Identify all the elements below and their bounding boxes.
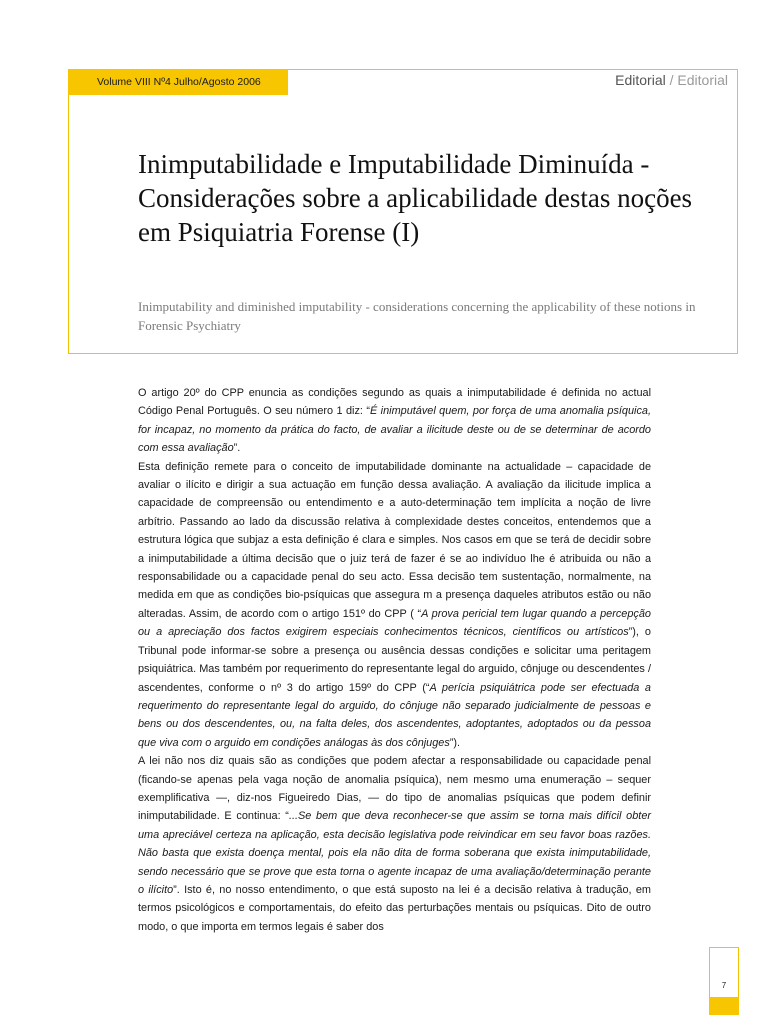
page-number: 7 (721, 981, 727, 990)
text-run: O artigo 20º do CPP enuncia as condições segundo as quais a inimputabilidade é definida no actual Código Penal Português. O seu número 1 diz: “ (138, 387, 651, 418)
section-separator: / (665, 72, 678, 88)
quoted-text: É inimputável quem, por força de uma anomalia psíquica, for incapaz, no momento da prática do facto, de avaliar a ilicitude deste ou de se determinar de acordo com essa avaliação (138, 405, 651, 455)
text-run: ”), o Tribunal pode informar-se sobre a presença ou ausência dessas condições e solicitar uma peritagem psiquiátrica. Mas também por requerimento do representante legal do arguido, cônjuge ou descendentes / ascendentes, conforme o nº 3 do artigo 159º do CPP (“ (138, 626, 651, 694)
page-accent-bar (709, 997, 739, 1015)
text-run: Esta definição remete para o conceito de imputabilidade dominante na actualidade – capacidade de avaliar o ilícito e dirigir a sua actuação em função dessa avaliação. A avaliação da ilicitude implica a capacidade de compreensão ou entendimento e a auto-determinação tem implícita a noção de livre arbítrio. Passando ao lado da discussão relativa à complexidade destes conceitos, entendemos que a estrutura lógica que subjaz a esta definição é clara e simples. Nos casos em que se terá de decidir sobre a inimputabilidade a última decisão que o juiz terá de fazer é se ao indivíduo lhe é atribuida ou não a responsabilidade ou a capacidade penal do seu acto. Essa decisão tem sustentação, normalmente, na medida em que as condições bio-psíquicas que assegura m a presença daqueles atributos estão ou não alteradas. Assim, de acordo com o artigo 151º do CPP ( “ (138, 460, 651, 620)
section-label (615, 72, 728, 88)
article-subtitle: Inimputability and diminished imputability - considerations concerning the applicability of these notions in Forensic Psychiatry (138, 299, 696, 333)
paragraph-3 (138, 752, 651, 936)
text-run: ”). (449, 736, 461, 749)
article-title: Inimputabilidade e Imputabilidade Diminuída - Considerações sobre a aplicabilidade destas noções em Psiquiatria Forense (I) (138, 149, 693, 247)
text-run: A lei não nos diz quais são as condições que podem afectar a responsabilidade ou capacidade penal (ficando-se apenas pela vaga noção de anomalia psíquica), nem mesmo uma enumeração – sequer exemplificativa —, diz-nos Figueiredo Dias, — do tipo de anomalias psíquicas que podem definir inimputabilidade. E continua: “ (138, 755, 651, 823)
section-label-pt: Editorial (615, 72, 666, 88)
article-body (138, 384, 651, 936)
text-run: ”. Isto é, no nosso entendimento, o que está suposto na lei é a decisão relativa à tradução, em termos psicológicos e comportamentais, do efeito das perturbações mentais ou psíquicas. Dito de outro modo, o que importa em termos legais é saber dos (138, 883, 651, 933)
volume-label: Volume VIII Nº4 Julho/Agosto 2006 (68, 69, 288, 95)
text-run: ”. (233, 442, 241, 455)
paragraph-1 (138, 384, 651, 458)
quoted-text: ...Se bem que deva reconhecer-se que assim se torna mais difícil obter uma apreciável certeza na aplicação, esta decisão legislativa pode reivindicar em seu favor boas razões. Não basta que exista doença mental, pois ela não dita de forma soberana que exista inimputabilidade, sendo necessário que se prove que esta torna o agente incapaz de uma avaliação/determinação perante o ilícito (138, 810, 651, 896)
quoted-text: A perícia psiquiátrica pode ser efectuada a requerimento do representante legal do arguido, do cônjuge não separado judicialmente de pessoas e bens ou dos descendentes, ou, na falta deles, dos ascendentes, adoptantes, adoptados ou da pessoa que viva com o arguido em condições análogas às dos cônjuges (138, 681, 651, 749)
paragraph-2 (138, 458, 651, 753)
quoted-text: A prova pericial tem lugar quando a percepção ou a apreciação dos factos exigirem especiais conhecimentos técnicos, científicos ou artísticos (138, 607, 651, 639)
section-label-en: Editorial (677, 72, 728, 88)
